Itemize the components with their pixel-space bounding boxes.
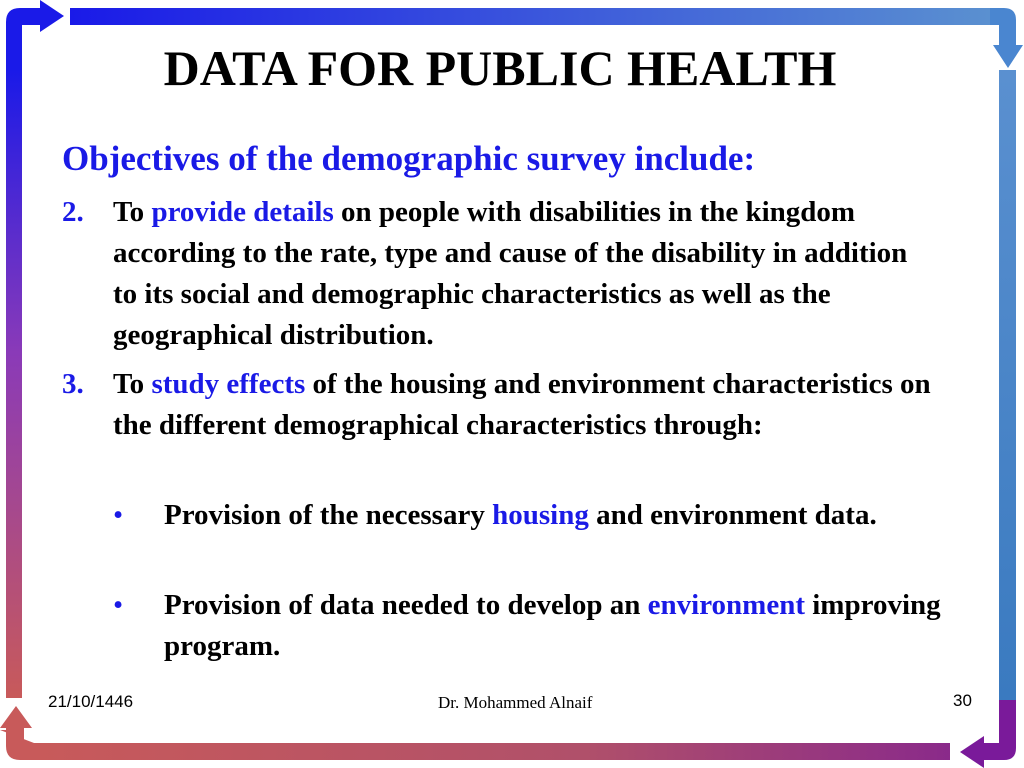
footer-author: Dr. Mohammed Alnaif [438, 693, 593, 712]
bullet-lead: Provision of data needed to develop an [164, 589, 648, 621]
bullet-symbol: • [113, 589, 124, 621]
item-number: 3. [62, 368, 84, 400]
item-rest: of the housing and environment characteristics on the different demographical characteristics through: [113, 368, 931, 441]
sub-bullet [113, 585, 953, 667]
item-lead: To [113, 368, 152, 400]
page-number: 30 [953, 691, 972, 710]
item-text [113, 364, 932, 446]
frame-right-bar [999, 70, 1016, 700]
bullet-highlight: housing [492, 499, 589, 531]
bullet-highlight: environment [647, 589, 805, 621]
frame-top-bar [70, 8, 990, 25]
objective-item [62, 192, 932, 356]
bullet-lead: Provision of the necessary [164, 499, 493, 531]
item-lead: To [113, 196, 152, 228]
bullet-rest: improving program. [164, 589, 941, 662]
slide-title: DATA FOR PUBLIC HEALTH [163, 40, 837, 96]
frame-left-bar [6, 70, 22, 698]
objective-item [62, 364, 932, 446]
bullet-text [164, 585, 953, 667]
bullet-text [164, 495, 953, 536]
item-highlight: study effects [151, 368, 306, 400]
bullet-symbol: • [113, 499, 124, 531]
item-rest: on people with disabilities in the kingdom according to the rate, type and cause of the disability in addition to its social and demographic characteristics as well as the geographical distribution. [113, 196, 908, 351]
footer-date: 21/10/1446 [48, 692, 134, 711]
frame-bottom-left-corner [0, 706, 34, 760]
bullet-rest: and environment data. [588, 499, 877, 531]
item-highlight: provide details [151, 196, 334, 228]
item-text [113, 192, 932, 356]
sub-bullet [113, 495, 953, 536]
item-number: 2. [62, 196, 84, 228]
objectives-heading: Objectives of the demographic survey include: [62, 139, 756, 178]
frame-bottom-bar [34, 743, 950, 760]
